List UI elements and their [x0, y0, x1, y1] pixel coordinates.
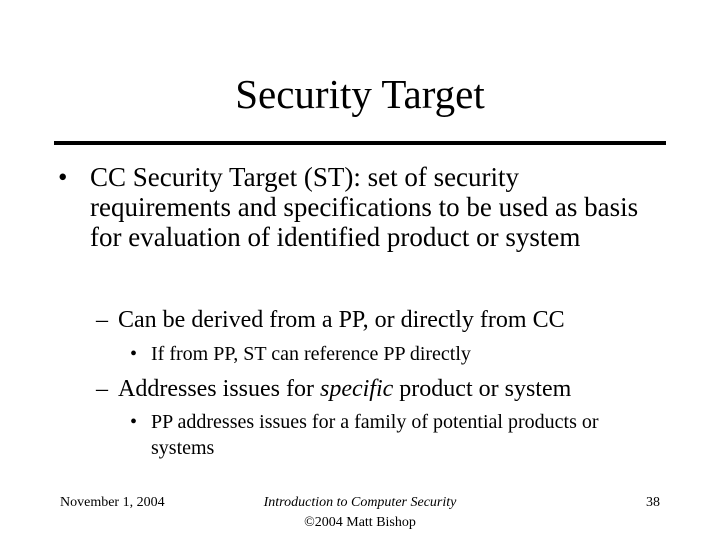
bullet-marker: •	[58, 162, 68, 192]
sub-bullet-derived-text: Can be derived from a PP, or directly from CC	[118, 307, 565, 333]
bullet-marker: •	[130, 343, 138, 365]
dash-marker: –	[96, 307, 108, 333]
footer-course: Introduction to Computer Security	[263, 495, 457, 510]
detail-bullet-family-text: PP addresses issues for a family of potential products or systems	[151, 411, 599, 459]
detail-bullet-reference	[130, 341, 600, 367]
main-bullet	[58, 162, 658, 252]
sub-bullet-derived	[96, 306, 676, 334]
emphasis-specific: specific	[319, 376, 394, 402]
sub-bullet-addresses	[96, 375, 676, 403]
text-before: Addresses issues for	[118, 376, 320, 402]
dash-marker: –	[96, 376, 108, 402]
footer-page-number: 38	[646, 495, 660, 510]
slide-title: Security Target	[235, 71, 485, 117]
footer-date: November 1, 2004	[60, 495, 165, 510]
footer-center	[200, 493, 520, 533]
main-bullet-text: CC Security Target (ST): set of security requirements and specifications to be used as basis for evaluation of identified product or system	[90, 162, 639, 252]
footer-copyright: ©2004 Matt Bishop	[304, 515, 416, 530]
detail-bullet-reference-text: If from PP, ST can reference PP directly	[151, 343, 471, 365]
detail-bullet-family	[130, 409, 600, 461]
title-underline	[54, 141, 666, 145]
sub-bullet-addresses-text	[118, 375, 676, 403]
bullet-marker: •	[130, 411, 138, 433]
text-after: product or system	[393, 376, 572, 402]
